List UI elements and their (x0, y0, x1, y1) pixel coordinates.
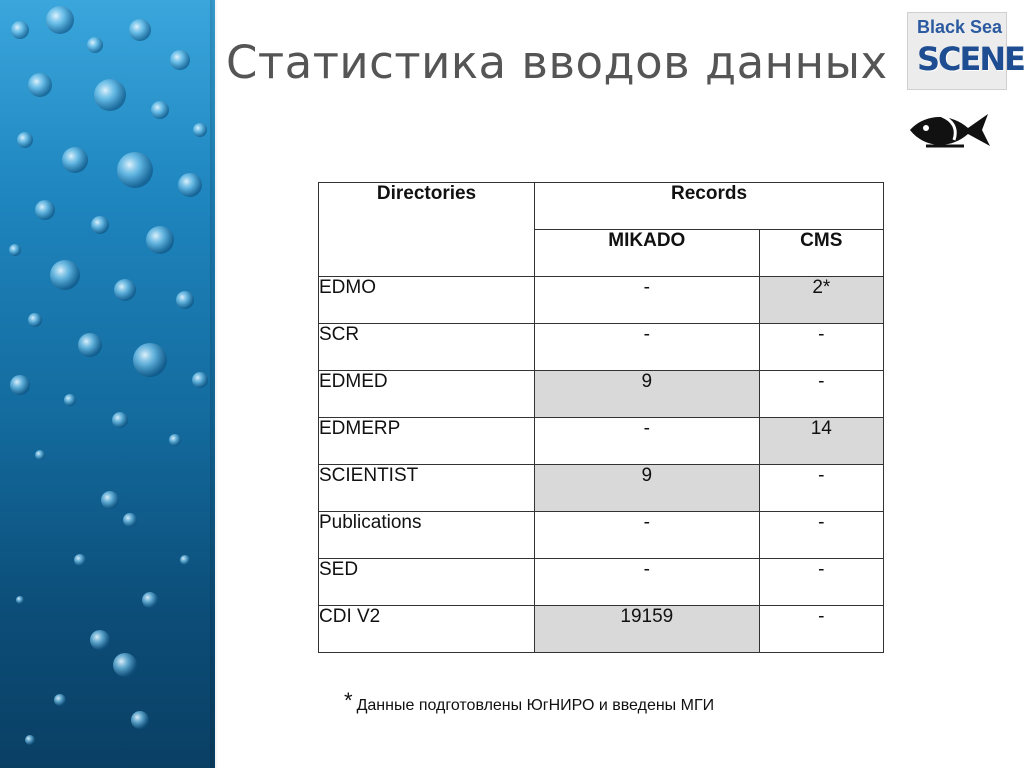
row-mikado-value: - (535, 418, 760, 465)
row-name: CDI V2 (319, 606, 535, 653)
row-name: EDMO (319, 277, 535, 324)
row-cms-value: 14 (759, 418, 883, 465)
row-mikado-value: 9 (535, 371, 760, 418)
slide-title: Статистика вводов данных (226, 36, 888, 89)
logo-line-1: Black Sea (917, 17, 1003, 37)
header-records: Records (535, 183, 884, 230)
row-cms-value: - (759, 559, 883, 606)
table-row (319, 606, 884, 653)
table-row (319, 559, 884, 606)
header-cms: CMS (759, 230, 883, 277)
header-mikado: MIKADO (535, 230, 760, 277)
row-mikado-value: 9 (535, 465, 760, 512)
table-row (319, 371, 884, 418)
bubbles-graphic (0, 0, 215, 768)
image-edge-shadow (210, 0, 218, 768)
row-name: EDMERP (319, 418, 535, 465)
footnote (344, 690, 714, 716)
footnote-text: Данные подготовлены ЮгНИРО и введены МГИ (356, 697, 715, 714)
row-name: Publications (319, 512, 535, 559)
row-cms-value: 2* (759, 277, 883, 324)
logo-line-2: SCENE (917, 40, 1024, 78)
row-name: SED (319, 559, 535, 606)
table-row (319, 418, 884, 465)
row-name: SCIENTIST (319, 465, 535, 512)
table-row (319, 512, 884, 559)
row-cms-value: - (759, 324, 883, 371)
data-entry-statistics-table (318, 182, 884, 653)
row-mikado-value: - (535, 277, 760, 324)
table-row (319, 465, 884, 512)
table-row (319, 277, 884, 324)
row-cms-value: - (759, 512, 883, 559)
row-mikado-value: 19159 (535, 606, 760, 653)
footnote-asterisk: * (344, 688, 353, 713)
table-row (319, 324, 884, 371)
underwater-bubbles-image (0, 0, 215, 768)
row-cms-value: - (759, 371, 883, 418)
row-name: SCR (319, 324, 535, 371)
black-sea-scene-logo (907, 12, 1024, 90)
table-header-row (319, 183, 884, 230)
row-cms-value: - (759, 465, 883, 512)
row-mikado-value: - (535, 559, 760, 606)
fish-logo-icon (906, 106, 996, 154)
row-mikado-value: - (535, 512, 760, 559)
header-directories: Directories (319, 183, 535, 277)
row-name: EDMED (319, 371, 535, 418)
row-cms-value: - (759, 606, 883, 653)
row-mikado-value: - (535, 324, 760, 371)
